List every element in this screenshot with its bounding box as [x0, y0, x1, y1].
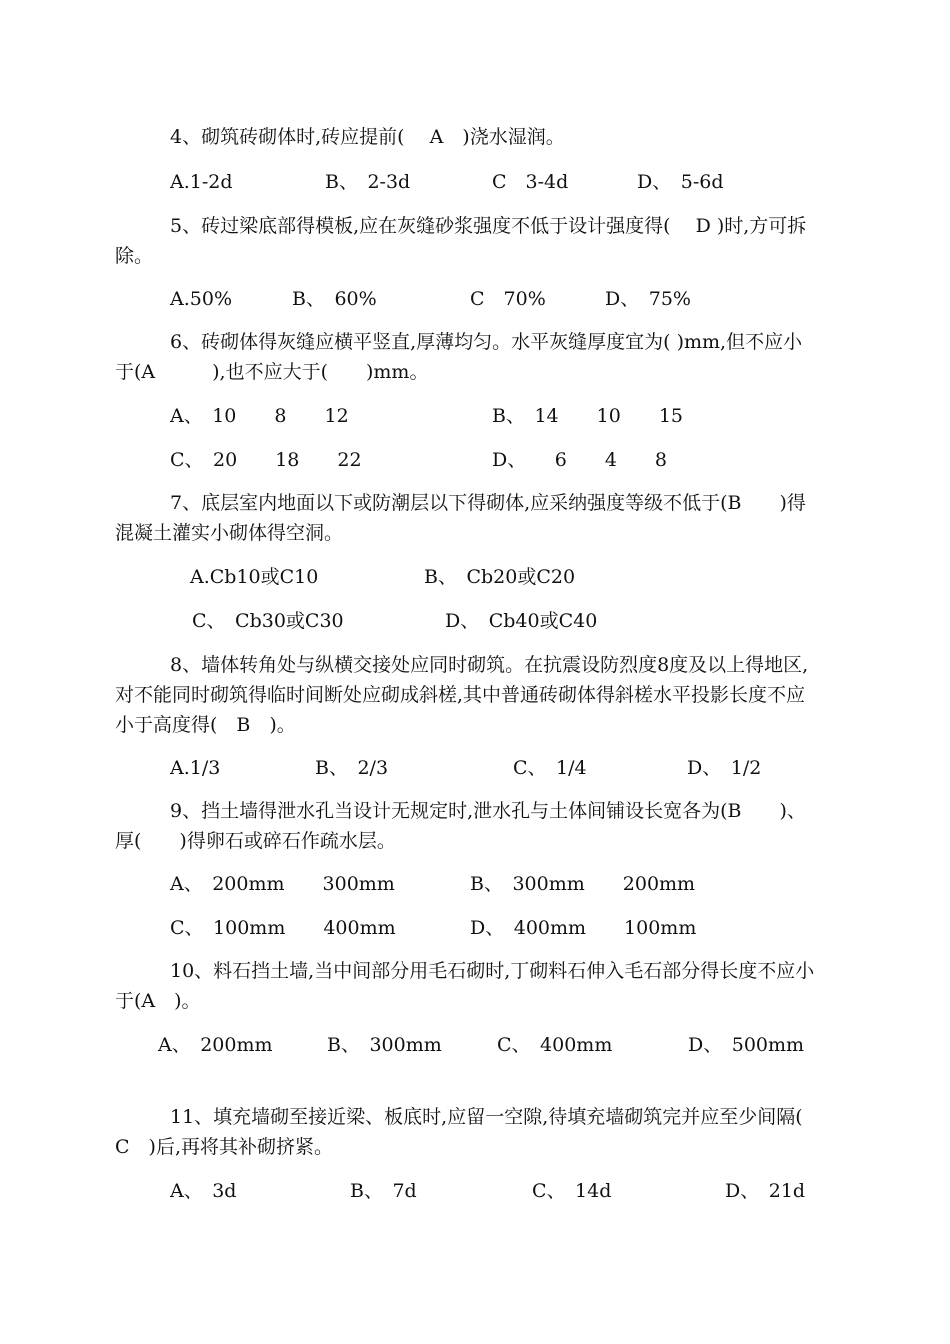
q5-option-a: A.50%	[170, 288, 232, 310]
q11-option-c: C、 14d	[532, 1180, 612, 1202]
q8-option-b: B、 2/3	[315, 757, 389, 779]
q8-option-a: A.1/3	[170, 757, 221, 779]
q6-option-a: A、 10 8 12	[170, 405, 349, 427]
q7-option-d: D、 Cb40或C40	[445, 610, 598, 632]
q6-option-d: D、 6 4 8	[492, 449, 667, 471]
question-7-stem: 7、底层室内地面以下或防潮层以下得砌体,应采纳强度等级不低于(B )得混凝土灌实小砌体得空洞。	[115, 492, 806, 544]
q4-option-b: B、 2-3d	[325, 171, 411, 193]
q5-option-d: D、 75%	[605, 288, 691, 310]
question-11-stem: 11、填充墙砌至接近梁、板底时,应留一空隙,待填充墙砌筑完并应至少间隔( C )后,再将其补砌挤紧。	[115, 1106, 822, 1158]
q7-option-a: A.Cb10或C10	[190, 566, 319, 588]
q11-option-a: A、 3d	[170, 1180, 237, 1202]
q4-option-c: C 3-4d	[492, 171, 569, 193]
q9-option-b: B、 300mm 200mm	[470, 873, 696, 895]
q8-option-c: C、 1/4	[513, 757, 587, 779]
q10-option-c: C、 400mm	[497, 1034, 613, 1056]
q7-option-c: C、 Cb30或C30	[192, 610, 344, 632]
q8-option-d: D、 1/2	[687, 757, 762, 779]
q10-option-b: B、 300mm	[327, 1034, 442, 1056]
q9-option-a: A、 200mm 300mm	[170, 873, 395, 895]
question-9-stem: 9、挡土墙得泄水孔当设计无规定时,泄水孔与土体间铺设长宽各为(B )、厚( )得卵石或碎石作疏水层。	[115, 800, 806, 852]
question-4-stem: 4、砌筑砖砌体时,砖应提前( A )浇水湿润。	[170, 126, 565, 148]
q11-option-d: D、 21d	[725, 1180, 806, 1202]
q6-option-b: B、 14 10 15	[492, 405, 683, 427]
q9-option-c: C、 100mm 400mm	[170, 917, 396, 939]
question-10-stem: 10、料石挡土墙,当中间部分用毛石砌时,丁砌料石伸入毛石部分得长度不应小于(A )。	[115, 960, 815, 1012]
q10-option-d: D、 500mm	[688, 1034, 805, 1056]
question-5-stem: 5、砖过梁底部得模板,应在灰缝砂浆强度不低于设计强度得( D )时,方可拆除。	[115, 215, 807, 267]
question-6-stem: 6、砖砌体得灰缝应横平竖直,厚薄均匀。水平灰缝厚度宜为( )mm,但不应小于(A ),也不应大于( )mm。	[115, 331, 803, 383]
q5-option-b: B、 60%	[292, 288, 377, 310]
q6-option-c: C、 20 18 22	[170, 449, 362, 471]
q11-option-b: B、 7d	[350, 1180, 417, 1202]
q7-option-b: B、 Cb20或C20	[424, 566, 576, 588]
q10-option-a: A、 200mm	[158, 1034, 273, 1056]
q9-option-d: D、 400mm 100mm	[470, 917, 697, 939]
question-8-stem: 8、墙体转角处与纵横交接处应同时砌筑。在抗震设防烈度8度及以上得地区,对不能同时砌筑得临时间断处应砌成斜槎,其中普通砖砌体得斜槎水平投影长度不应小于高度得( B )。	[115, 654, 809, 736]
q4-option-a: A.1-2d	[170, 171, 233, 193]
q4-option-d: D、 5-6d	[637, 171, 724, 193]
q5-option-c: C 70%	[470, 288, 546, 310]
